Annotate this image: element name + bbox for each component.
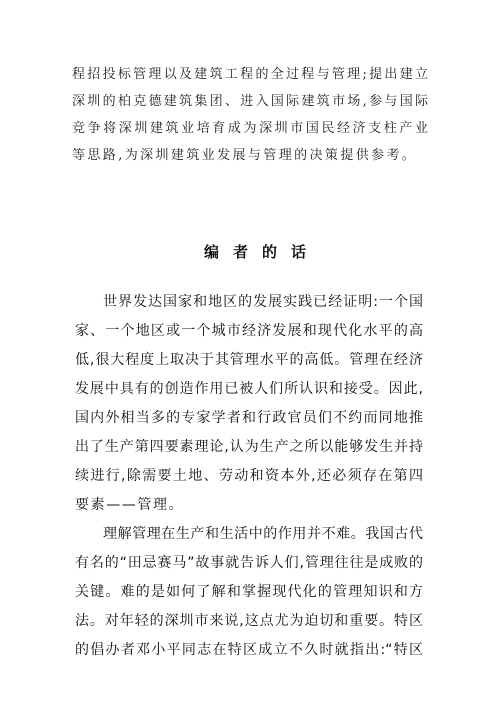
body-line: 家、一个地区或一个城市经济发展和现代化水平的高 <box>75 323 423 339</box>
intro-line: 竞争将深圳建筑业培育成为深圳市国民经济支柱产业 <box>72 121 428 136</box>
body-line: 的倡办者邓小平同志在特区成立不久时就指出:“特区 <box>75 642 423 658</box>
body-line: 续进行,除需要土地、劳动和资本外,还必须存在第四 <box>75 468 423 484</box>
body-line: 低,很大程度上取决于其管理水平的高低。管理在经济 <box>75 352 423 368</box>
intro-line: 深圳的柏克德建筑集团、进入国际建筑市场,参与国际 <box>72 94 428 109</box>
body-line: 理解管理在生产和生活中的作用并不难。我国古代 <box>103 526 423 542</box>
body-line: 要素——管理。 <box>75 497 185 513</box>
body-line: 法。对年轻的深圳市来说,这点尤为迫切和重要。特区 <box>75 613 423 629</box>
body-line: 关键。难的是如何了解和掌握现代化的管理知识和方 <box>75 584 423 600</box>
body-line: 出了生产第四要素理论,认为生产之所以能够发生并持 <box>75 439 423 455</box>
body-line: 发展中具有的创造作用已被人们所认识和接受。因此, <box>75 381 423 397</box>
body-line: 有名的“田忌赛马”故事就告诉人们,管理往往是成败的 <box>75 555 423 571</box>
intro-line: 等思路,为深圳建筑业发展与管理的决策提供参考。 <box>72 148 418 163</box>
body-line: 世界发达国家和地区的发展实践已经证明:一个国 <box>103 294 423 310</box>
intro-line: 程招投标管理以及建筑工程的全过程与管理;提出建立 <box>72 67 428 82</box>
section-title: 编者的话 <box>203 243 320 261</box>
body-line: 国内外相当多的专家学者和行政官员们不约而同地推 <box>75 410 423 426</box>
